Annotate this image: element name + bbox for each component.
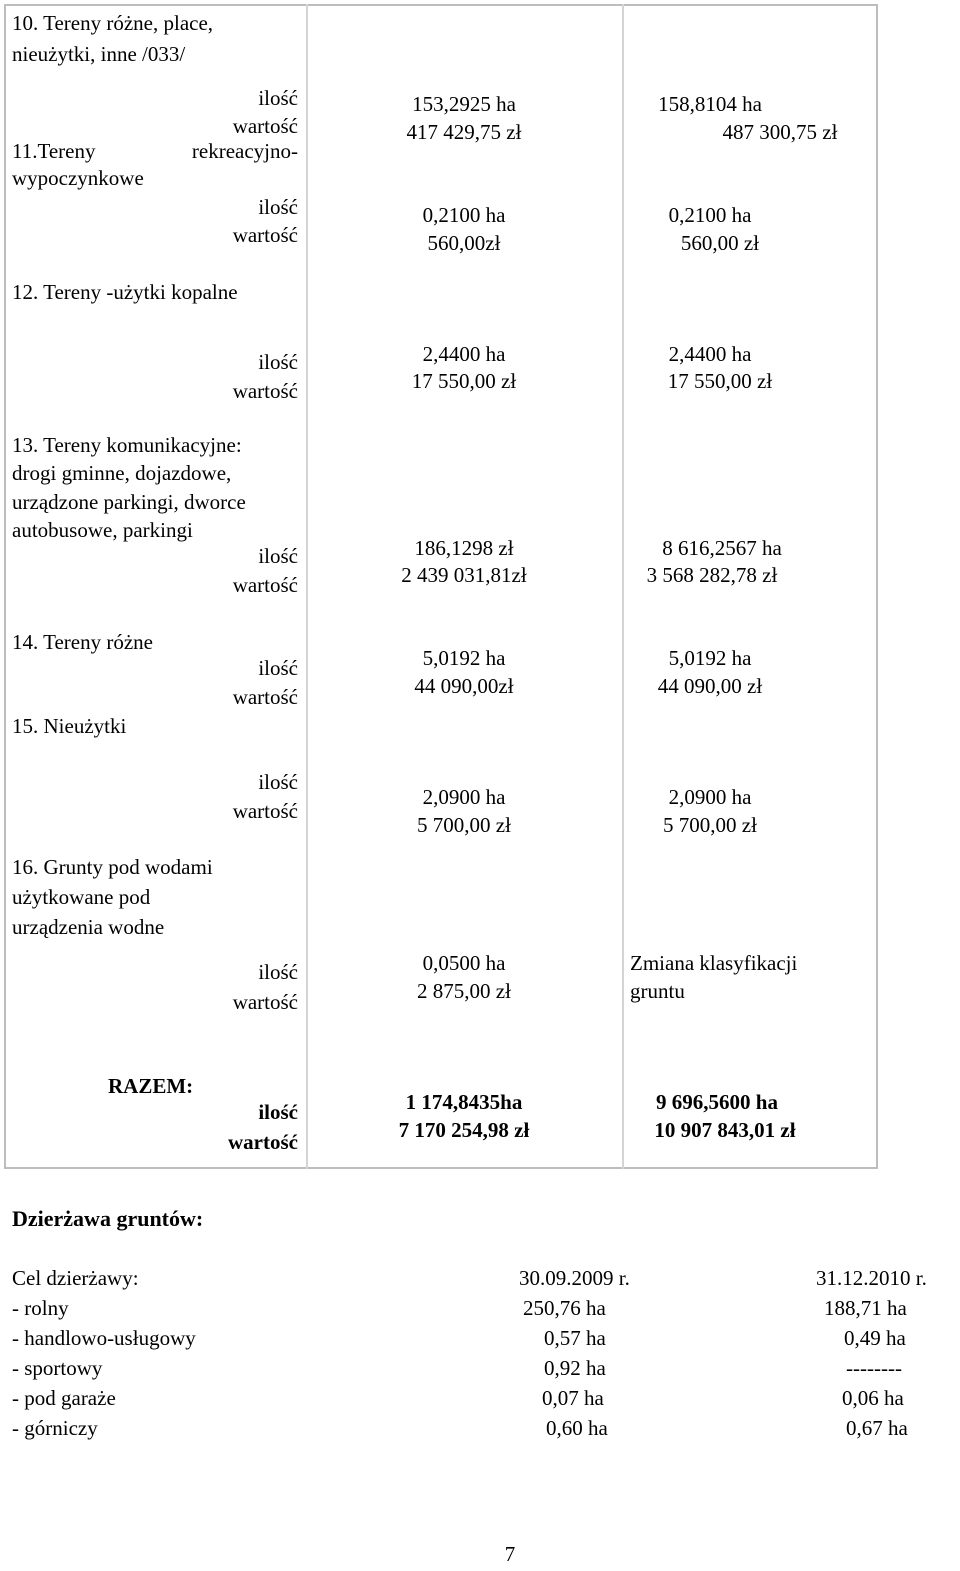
lease-header-label: Cel dzierżawy: (12, 1266, 139, 1290)
row-12-quantity-label: ilość (258, 350, 298, 374)
lease-row-2010: 0,06 ha (842, 1386, 904, 1410)
lease-row-label: - sportowy (12, 1356, 103, 1380)
row-11-quantity-2010: 158,8104 ha (658, 92, 762, 116)
row-11-value-2010: 487 300,75 zł (722, 120, 838, 144)
row-16-quantity-2009: 0,0500 ha (422, 951, 506, 975)
row-11-quantity-label: ilość (258, 86, 298, 110)
total-value-2010: 10 907 843,01 zł (654, 1118, 796, 1142)
row-15-quantity-2010: 2,0900 ha (668, 785, 752, 809)
row-13-label-3: urządzone parkingi, dworce (12, 490, 246, 514)
row-14-value-2010: 44 090,00 zł (657, 674, 763, 698)
total-value-2009: 7 170 254,98 zł (398, 1118, 530, 1142)
row-12-quantity-2010: 2,4400 ha (668, 342, 752, 366)
row-13-quantity-2009: 186,1298 zł (414, 536, 514, 560)
row-13-value-2010: 3 568 282,78 zł (646, 563, 778, 587)
row-14-quantity-2010: 5,0192 ha (668, 646, 752, 670)
row-11-value-2009: 417 429,75 zł (406, 120, 522, 144)
row-14-label: 14. Tereny różne (12, 630, 154, 654)
row-11b-value-2010: 560,00 zł (680, 231, 760, 255)
row-11b-quantity-2009: 0,2100 ha (422, 203, 506, 227)
row-13-value-2009: 2 439 031,81zł (401, 563, 527, 587)
row-10-label: 10. Tereny różne, place, nieużytki, inne /033/ (12, 11, 214, 66)
lease-row-2009: 0,60 ha (546, 1416, 608, 1440)
lease-row-2010: 188,71 ha (824, 1296, 907, 1320)
total-quantity-2009: 1 174,8435ha (405, 1090, 523, 1114)
page-number: 7 (504, 1542, 516, 1566)
lease-row-2009: 0,57 ha (544, 1326, 606, 1350)
row-13-quantity-label: ilość (258, 544, 298, 568)
lease-row-2009: 0,07 ha (542, 1386, 604, 1410)
lease-row-label: - rolny (12, 1296, 69, 1320)
row-11-label-c: wypoczynkowe (12, 166, 144, 190)
row-16-label-1: 16. Grunty pod wodami (12, 855, 213, 879)
row-16-value-label: wartość (232, 990, 298, 1014)
lease-header-2010: 31.12.2010 r. (816, 1266, 927, 1290)
lease-row-label: - handlowo-usługowy (12, 1326, 196, 1350)
row-16-value-2009: 2 875,00 zł (417, 979, 511, 1003)
row-16-note-1: Zmiana klasyfikacji (630, 951, 798, 975)
row-16-quantity-label: ilość (258, 960, 298, 984)
total-quantity-label: ilość (258, 1100, 298, 1124)
row-12-value-2009: 17 550,00 zł (411, 369, 517, 393)
row-15-quantity-2009: 2,0900 ha (422, 785, 506, 809)
row-11b-quantity-label: ilość (258, 195, 298, 219)
lease-header-2009: 30.09.2009 r. (519, 1266, 630, 1290)
total-value-label: wartość (228, 1130, 298, 1154)
total-label: RAZEM: (108, 1074, 194, 1098)
row-12-value-2010: 17 550,00 zł (667, 369, 773, 393)
row-11b-quantity-2010: 0,2100 ha (668, 203, 752, 227)
row-14-quantity-2009: 5,0192 ha (422, 646, 506, 670)
row-12-value-label: wartość (232, 379, 298, 403)
row-14-value-2009: 44 090,00zł (414, 674, 514, 698)
row-15-value-label: wartość (232, 799, 298, 823)
row-11-label-b: rekreacyjno- (191, 139, 298, 163)
row-14-quantity-label: ilość (258, 656, 298, 680)
row-13-label-1: 13. Tereny komunikacyjne: (12, 433, 242, 457)
row-16-label-3: urządzenia wodne (12, 915, 165, 939)
row-15-label: 15. Nieużytki (12, 714, 127, 738)
row-11b-value-label: wartość (232, 223, 298, 247)
lease-row-label: - górniczy (12, 1416, 98, 1440)
lease-row-2010: 0,67 ha (846, 1416, 908, 1440)
row-16-label-2: użytkowane pod (12, 885, 151, 909)
row-13-label-2: drogi gminne, dojazdowe, (12, 461, 232, 485)
row-11-value-label: wartość (232, 114, 298, 138)
lease-heading: Dzierżawa gruntów: (12, 1206, 204, 1231)
total-quantity-2010: 9 696,5600 ha (656, 1090, 778, 1114)
row-14-value-label: wartość (232, 685, 298, 709)
row-15-value-2009: 5 700,00 zł (417, 813, 511, 837)
row-15-quantity-label: ilość (258, 770, 298, 794)
lease-row-2009: 0,92 ha (544, 1356, 606, 1380)
row-13-value-label: wartość (232, 573, 298, 597)
row-11-label-a: 11.Tereny (12, 139, 96, 163)
row-13-label-4: autobusowe, parkingi (12, 518, 193, 542)
row-13-quantity-2010: 8 616,2567 ha (662, 536, 782, 560)
lease-row-2009: 250,76 ha (523, 1296, 606, 1320)
lease-row-2010: 0,49 ha (844, 1326, 906, 1350)
row-16-note-2: gruntu (630, 979, 685, 1003)
row-12-quantity-2009: 2,4400 ha (422, 342, 506, 366)
lease-row-label: - pod garaże (12, 1386, 116, 1410)
row-11-quantity-2009: 153,2925 ha (412, 92, 516, 116)
row-11b-value-2009: 560,00zł (427, 231, 501, 255)
row-15-value-2010: 5 700,00 zł (663, 813, 757, 837)
lease-row-2010: -------- (846, 1356, 902, 1380)
row-12-label: 12. Tereny -użytki kopalne (12, 280, 238, 304)
